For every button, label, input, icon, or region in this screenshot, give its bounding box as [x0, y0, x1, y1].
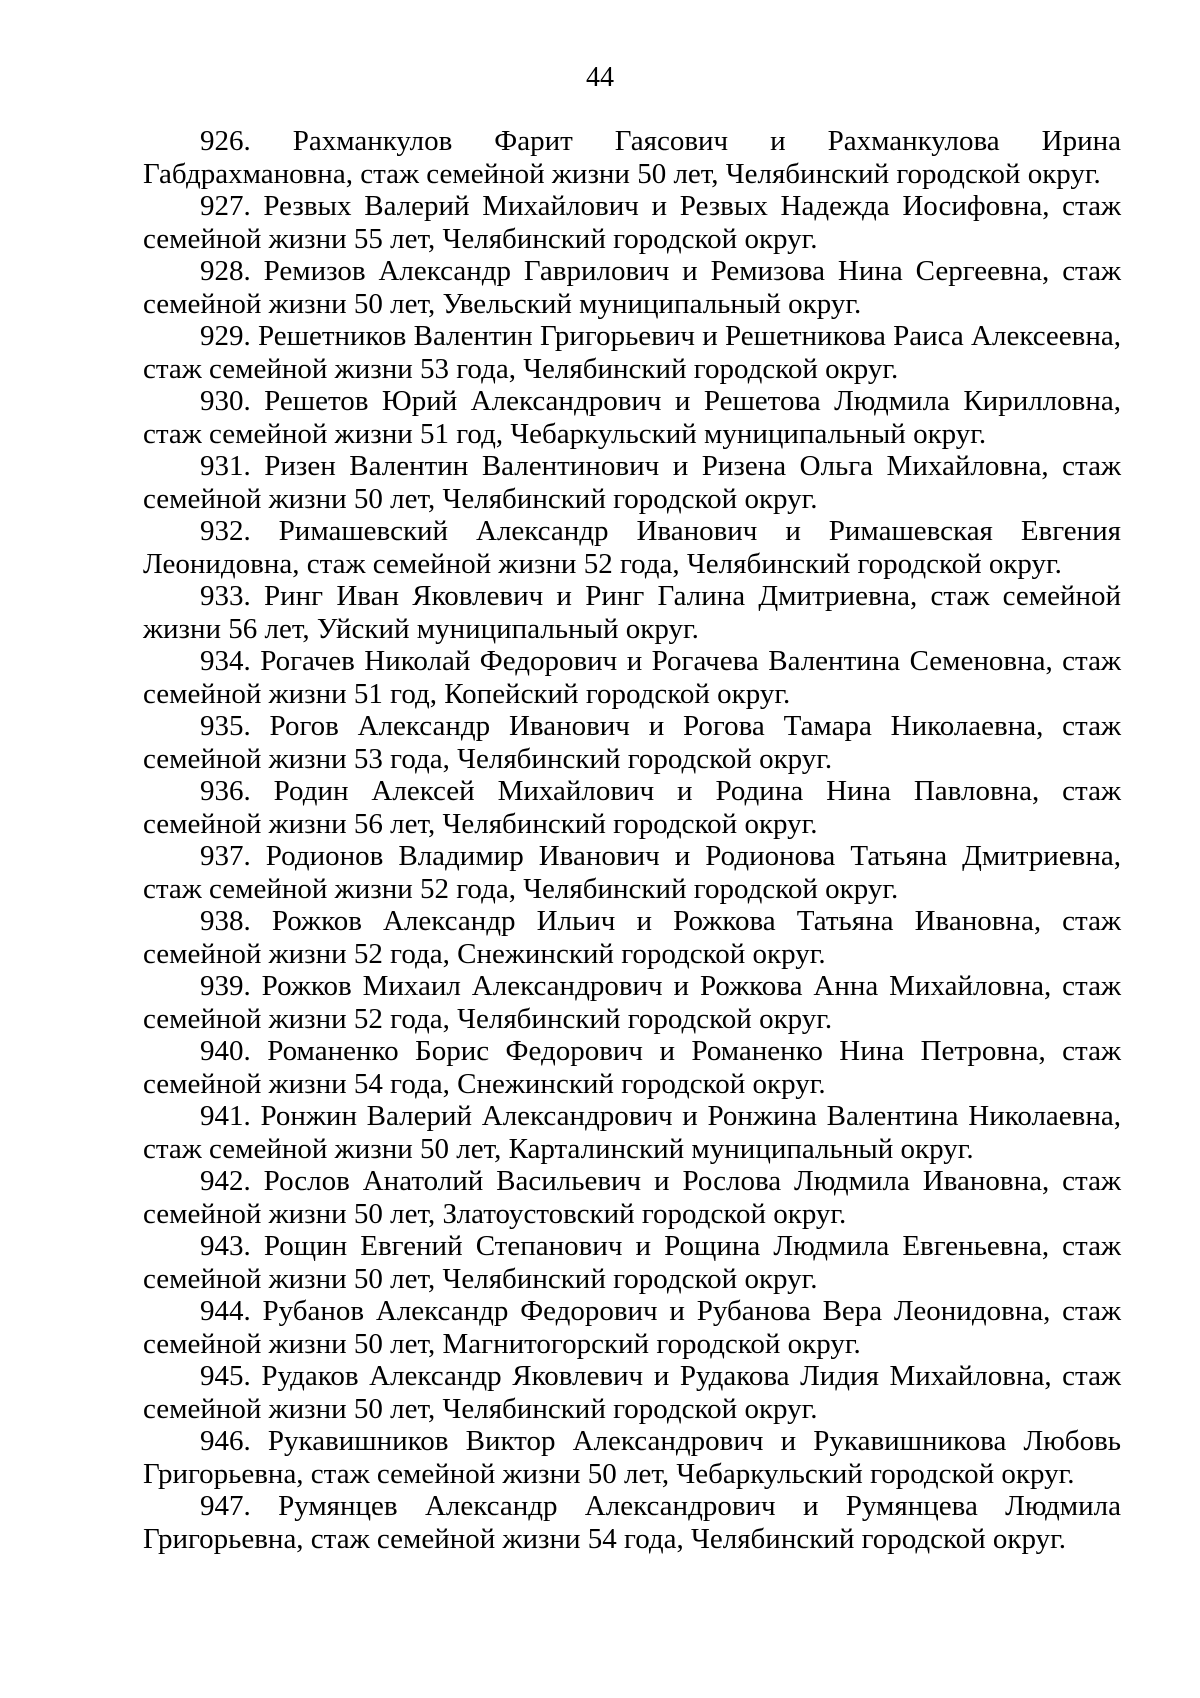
list-item: 944. Рубанов Александр Федорович и Рубанова Вера Леонидовна, стаж семейной жизни 50 лет, Магнитогорский городской округ. — [143, 1295, 1121, 1360]
list-item: 946. Рукавишников Виктор Александрович и Рукавишникова Любовь Григорьевна, стаж семейной жизни 50 лет, Чебаркульский городской округ. — [143, 1425, 1121, 1490]
list-item: 939. Рожков Михаил Александрович и Рожкова Анна Михайловна, стаж семейной жизни 52 года, Челябинский городской округ. — [143, 970, 1121, 1035]
list-item: 933. Ринг Иван Яковлевич и Ринг Галина Дмитриевна, стаж семейной жизни 56 лет, Уйский муниципальный округ. — [143, 580, 1121, 645]
list-item: 929. Решетников Валентин Григорьевич и Решетникова Раиса Алексеевна, стаж семейной жизни 53 года, Челябинский городской округ. — [143, 320, 1121, 385]
list-item: 943. Рощин Евгений Степанович и Рощина Людмила Евгеньевна, стаж семейной жизни 50 лет, Челябинский городской округ. — [143, 1230, 1121, 1295]
list-item: 931. Ризен Валентин Валентинович и Ризена Ольга Михайловна, стаж семейной жизни 50 лет, Челябинский городской округ. — [143, 450, 1121, 515]
list-item: 947. Румянцев Александр Александрович и Румянцева Людмила Григорьевна, стаж семейной жизни 54 года, Челябинский городской округ. — [143, 1490, 1121, 1555]
list-item: 932. Римашевский Александр Иванович и Римашевская Евгения Леонидовна, стаж семейной жизни 52 года, Челябинский городской округ. — [143, 515, 1121, 580]
list-item: 940. Романенко Борис Федорович и Романенко Нина Петровна, стаж семейной жизни 54 года, Снежинский городской округ. — [143, 1035, 1121, 1100]
list-item: 937. Родионов Владимир Иванович и Родионова Татьяна Дмитриевна, стаж семейной жизни 52 года, Челябинский городской округ. — [143, 840, 1121, 905]
list-item: 935. Рогов Александр Иванович и Рогова Тамара Николаевна, стаж семейной жизни 53 года, Челябинский городской округ. — [143, 710, 1121, 775]
list-item: 942. Рослов Анатолий Васильевич и Рослова Людмила Ивановна, стаж семейной жизни 50 лет, Златоустовский городской округ. — [143, 1165, 1121, 1230]
entries-list — [143, 125, 1121, 1555]
list-item: 936. Родин Алексей Михайлович и Родина Нина Павловна, стаж семейной жизни 56 лет, Челябинский городской округ. — [143, 775, 1121, 840]
list-item: 928. Ремизов Александр Гаврилович и Ремизова Нина Сергеевна, стаж семейной жизни 50 лет, Увельский муниципальный округ. — [143, 255, 1121, 320]
page-number: 44 — [586, 62, 614, 93]
list-item: 930. Решетов Юрий Александрович и Решетова Людмила Кирилловна, стаж семейной жизни 51 год, Чебаркульский муниципальный округ. — [143, 385, 1121, 450]
list-item: 945. Рудаков Александр Яковлевич и Рудакова Лидия Михайловна, стаж семейной жизни 50 лет, Челябинский городской округ. — [143, 1360, 1121, 1425]
list-item: 934. Рогачев Николай Федорович и Рогачева Валентина Семеновна, стаж семейной жизни 51 год, Копейский городской округ. — [143, 645, 1121, 710]
list-item: 927. Резвых Валерий Михайлович и Резвых Надежда Иосифовна, стаж семейной жизни 55 лет, Челябинский городской округ. — [143, 190, 1121, 255]
list-item: 941. Ронжин Валерий Александрович и Ронжина Валентина Николаевна, стаж семейной жизни 50 лет, Карталинский муниципальный округ. — [143, 1100, 1121, 1165]
list-item: 926. Рахманкулов Фарит Гаясович и Рахманкулова Ирина Габдрахмановна, стаж семейной жизни 50 лет, Челябинский городской округ. — [143, 125, 1121, 190]
list-item: 938. Рожков Александр Ильич и Рожкова Татьяна Ивановна, стаж семейной жизни 52 года, Снежинский городской округ. — [143, 905, 1121, 970]
